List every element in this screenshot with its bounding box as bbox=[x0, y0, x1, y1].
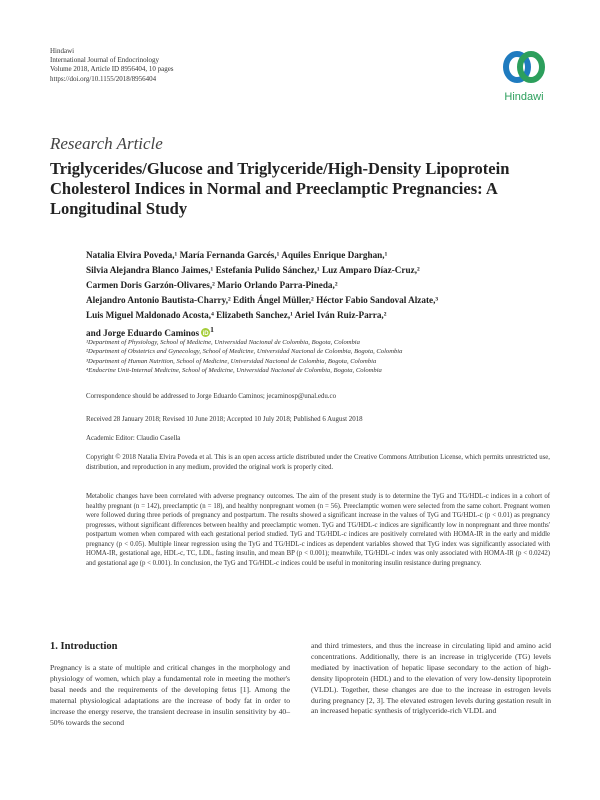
article-title: Triglycerides/Glucose and Triglyceride/High-Density Lipoprotein Cholesterol Indices in Normal and Preeclamptic Pregnancies: A Longitudinal Study bbox=[50, 159, 510, 218]
orcid-text: iD bbox=[202, 330, 209, 337]
affiliation: ³Department of Human Nutrition, School of Medicine, Universidad Nacional de Colombia, Bogota, Colombia bbox=[86, 357, 377, 365]
last-author-affiliation: 1 bbox=[210, 324, 214, 334]
academic-editor: Academic Editor: Claudio Casella bbox=[86, 435, 181, 442]
logo-text: Hindawi bbox=[504, 91, 544, 103]
publication-dates: Received 28 January 2018; Revised 10 June 2018; Accepted 10 July 2018; Published 6 August 2018 bbox=[86, 416, 363, 423]
orcid-icon[interactable] bbox=[201, 328, 210, 337]
article-type: Research Article bbox=[50, 134, 163, 153]
publisher-name: Hindawi bbox=[50, 47, 75, 55]
affiliation: ²Department of Obstetrics and Gynecology, School of Medicine, Universidad Nacional de Colombia, Bogota, Colombia bbox=[86, 348, 403, 356]
author-line: Luis Miguel Maldonado Acosta,⁴ Elizabeth Sanchez,¹ Ariel Iván Ruiz-Parra,² bbox=[86, 309, 387, 320]
author-line: Silvia Alejandra Blanco Jaimes,¹ Estefania Pulido Sánchez,¹ Luz Amparo Díaz-Cruz,² bbox=[86, 264, 420, 275]
correspondence: Correspondence should be addressed to Jorge Eduardo Caminos; jecaminosp@unal.edu.co bbox=[86, 393, 337, 400]
author-line: Alejandro Antonio Bautista-Charry,² Edith Ángel Müller,² Héctor Fabio Sandoval Alzate,³ bbox=[86, 294, 439, 305]
author-list bbox=[86, 248, 566, 341]
journal-meta bbox=[50, 47, 174, 84]
body-column-right bbox=[311, 641, 551, 717]
author-line: Natalia Elvira Poveda,¹ María Fernanda Garcés,¹ Aquiles Enrique Darghan,¹ bbox=[86, 250, 388, 260]
journal-name: International Journal of Endocrinology bbox=[50, 56, 160, 65]
affiliations bbox=[86, 338, 402, 375]
body-column-left bbox=[50, 663, 290, 728]
affiliation: ⁴Endocrine Unit-Internal Medicine, School of Medicine, Universidad Nacional de Colombia, Bogota, Colombia bbox=[86, 366, 382, 374]
hindawi-logo-icon bbox=[494, 47, 554, 89]
affiliation: ¹Department of Physiology, School of Medicine, Universidad Nacional de Colombia, Bogota, Colombia bbox=[86, 339, 360, 346]
last-author: and Jorge Eduardo Caminos bbox=[86, 327, 200, 338]
abstract: Metabolic changes have been correlated with adverse pregnancy outcomes. The aim of the present study is to determine the TyG and TG/HDL-c indices in a cohort of healthy pregnant (n = 142), preeclamptic (n = 18), and healthy nonpregnant women (n = 56). Preeclamptic women were selected from the same cohort. Pregnant women were followed during three periods of pregnancy and postpartum. The results showed a significant increase in the values of TyG and TG/HDL-c (p < 0.01) as pregnancy progresses, without significant differences between healthy and preeclamptic women. TyG and TG/HDL-c indices are significantly low in nonpregnant and three months' postpartum women when compared with each gestational period studied. TyG and TG/HDL-c indices are positively correlated with HOMA-IR in the early and middle pregnancy (p < 0.05). Multiple linear regression using the TyG and TG/HDL-c indices as dependent variables showed that TyG index was significantly associated with HOMA-IR, gestational age, HDL-c, TC, LDL, fasting insulin, and mean BP (p < 0.001); meanwhile, TG/HDL-c index was only associated with HOMA-IR (p < 0.0242) and gestational age (p < 0.001). In conclusion, the TyG and TG/HDL-c indices could be useful in monitoring insulin resistance during pregnancy. bbox=[86, 493, 550, 567]
journal-volume: Volume 2018, Article ID 8956404, 10 pages bbox=[50, 65, 174, 74]
journal-doi[interactable]: https://doi.org/10.1155/2018/8956404 bbox=[50, 74, 157, 83]
section-heading: 1. Introduction bbox=[50, 641, 118, 652]
paragraph: Pregnancy is a state of multiple and critical changes in the morphology and physiology of women, which play a fundamental role in meeting the mother's basal needs and the requirements of the developing fetus [1]. Among the maternal physiological adaptations are the increase of body fat in order to increase the energy reserve, the transient decrease in insulin sensitivity by 40–50% towards the second bbox=[50, 663, 290, 727]
paragraph: and third trimesters, and thus the increase in circulating lipid and amino acid concentrations. Additionally, there is an increase in triglyceride (TG) levels mediated by inactivation of hepatic lipase secondary to the action of high-density lipoprotein (HDL) and to the elevation of very low-density lipoprotein (VLDL). Together, these changes are due to the increase in estrogen levels during pregnancy [2, 3]. The elevated estrogen levels during gestation result in an increased hepatic synthesis of triglyceride-rich VLDL and bbox=[311, 641, 551, 716]
copyright-notice: Copyright © 2018 Natalia Elvira Poveda et al. This is an open access article distributed under the Creative Commons Attribution License, which permits unrestricted use, distribution, and reproduction in any medium, provided the original work is properly cited. bbox=[86, 454, 550, 471]
author-line: Carmen Doris Garzón-Olivares,² Mario Orlando Parra-Pineda,² bbox=[86, 279, 338, 290]
hindawi-logo[interactable] bbox=[494, 47, 554, 103]
